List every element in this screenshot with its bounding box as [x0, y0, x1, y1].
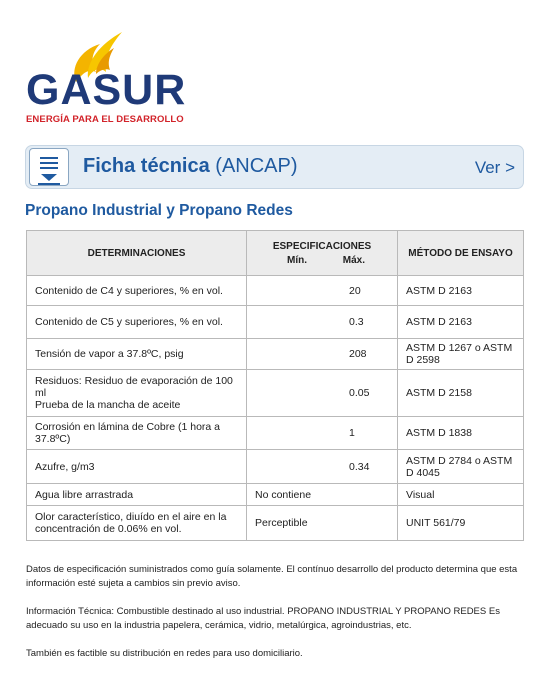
cell-method: ASTM D 2158: [398, 370, 524, 417]
header-min: Mín.: [287, 254, 307, 266]
table-row: [27, 306, 524, 339]
cell-method: ASTM D 2163: [398, 276, 524, 306]
table-row: [27, 370, 524, 417]
spec-table: [26, 230, 524, 541]
cell-determination: Contenido de C4 y superiores, % en vol.: [27, 276, 247, 306]
table-row: [27, 339, 524, 370]
table-row: [27, 484, 524, 506]
cell-spec: 208: [247, 339, 398, 370]
cell-method: ASTM D 2784 o ASTM D 4045: [398, 450, 524, 484]
table-row: [27, 450, 524, 484]
cell-method: ASTM D 1838: [398, 417, 524, 450]
cell-determination: [27, 370, 247, 417]
cell-spec: 0.3: [247, 306, 398, 339]
header-max: Máx.: [342, 254, 365, 266]
table-row: [27, 276, 524, 306]
cell-determination: Agua libre arrastrada: [27, 484, 247, 506]
cell-determination: Contenido de C5 y superiores, % en vol.: [27, 306, 247, 339]
cell-method: UNIT 561/79: [398, 506, 524, 541]
header-specifications: [247, 231, 398, 276]
cell-determination: Azufre, g/m3: [27, 450, 247, 484]
note-technical-info: Información Técnica: Combustible destinado al uso industrial. PROPANO INDUSTRIAL Y PROPANO REDES Es adecuado su uso en la industria papelera, cerámica, vidrio, metalúrgica, agroindustrias, etc.: [26, 606, 500, 631]
cell-spec: 0.34: [247, 450, 398, 484]
gasur-logo[interactable]: [26, 28, 187, 128]
header-determinations: DETERMINACIONES: [27, 231, 247, 276]
banner-title-sub: (ANCAP): [215, 155, 298, 177]
table-row: [27, 417, 524, 450]
cell-determination-line2: Prueba de la mancha de aceite: [35, 399, 181, 411]
product-title: Propano Industrial y Propano Redes: [25, 202, 293, 219]
cell-determination: Olor característico, diuído en el aire en la concentración de 0.06% en vol.: [27, 506, 247, 541]
note-disclaimer: Datos de especificación suministrados como guía solamente. El contínuo desarrollo del producto determina que esta información esté sujeta a cambios sin previo aviso.: [26, 564, 518, 589]
table-row: [27, 506, 524, 541]
cell-determination: Corrosión en lámina de Cobre (1 hora a 37.8ºC): [27, 417, 247, 450]
ver-link[interactable]: Ver >: [474, 158, 515, 177]
banner-title-main: Ficha técnica: [83, 155, 210, 177]
cell-method: ASTM D 1267 o ASTM D 2598: [398, 339, 524, 370]
note-distribution: También es factible su distribución en redes para uso domiciliario.: [26, 648, 303, 659]
logo-tagline: ENERGÍA PARA EL DESARROLLO: [26, 114, 184, 125]
document-download-icon: [29, 148, 69, 186]
cell-method: Visual: [398, 484, 524, 506]
cell-spec: No contiene: [247, 484, 398, 506]
cell-spec: Perceptible: [247, 506, 398, 541]
cell-determination-line1: Residuos: Residuo de evaporación de 100 ml: [35, 375, 233, 399]
cell-spec: 0.05: [247, 370, 398, 417]
cell-spec: 1: [247, 417, 398, 450]
header-specifications-label: ESPECIFICACIONES: [272, 240, 372, 252]
logo-wordmark: GASUR: [26, 66, 187, 114]
cell-spec: 20: [247, 276, 398, 306]
ficha-tecnica-banner[interactable]: [25, 145, 524, 189]
cell-method: ASTM D 2163: [398, 306, 524, 339]
notes: [26, 563, 526, 675]
cell-determination: Tensión de vapor a 37.8ºC, psig: [27, 339, 247, 370]
header-method: MÉTODO DE ENSAYO: [398, 231, 524, 276]
banner-title: [83, 155, 298, 178]
